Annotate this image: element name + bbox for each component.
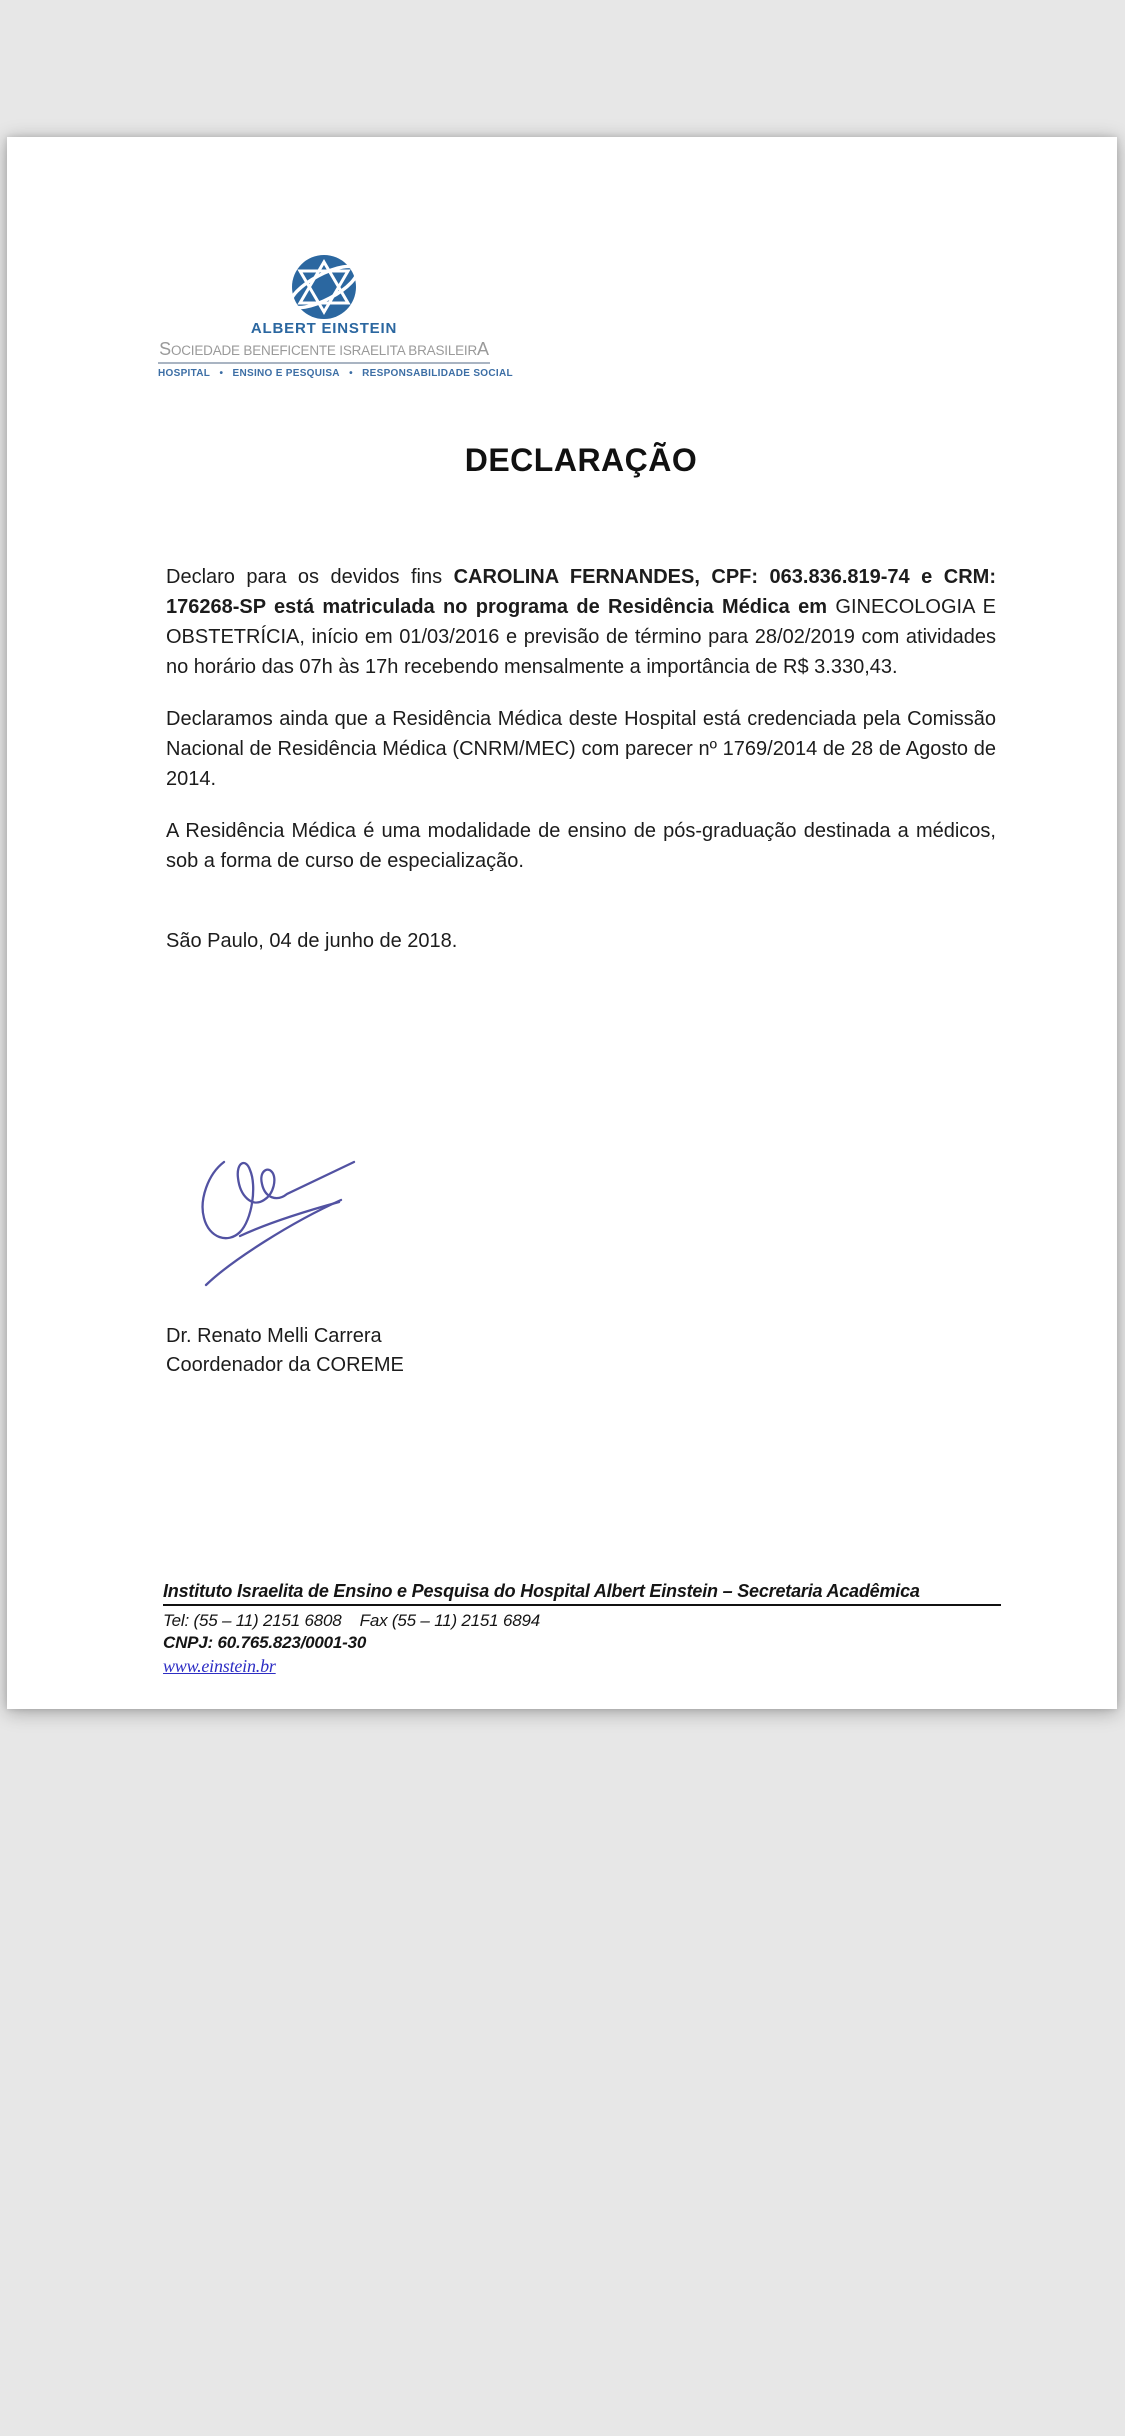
page-footer — [163, 1581, 1001, 1677]
logo-subtitle-body: OCIEDADE BENEFICENTE ISRAELITA BRASILEIR — [170, 343, 478, 358]
paragraph-enrollment — [166, 562, 996, 682]
logo-subtitle-final: A — [477, 339, 489, 359]
logo-name: ALBERT EINSTEIN — [250, 320, 398, 337]
footer-phone-line: Tel: (55 – 11) 2151 6808 Fax (55 – 11) 2151 6894 — [163, 1611, 540, 1630]
paragraph-definition: A Residência Médica é uma modalidade de ensino de pós-graduação destinada a médicos, sob a forma de curso de especialização. — [166, 820, 996, 872]
signer-block — [166, 1322, 404, 1380]
footer-website-link[interactable]: www.einstein.br — [163, 1656, 276, 1676]
footer-institute-line: Instituto Israelita de Ensino e Pesquisa do Hospital Albert Einstein – Secretaria Acadêmica — [163, 1581, 1001, 1606]
document-body — [166, 562, 996, 978]
logo-subtitle — [158, 340, 490, 360]
document-page — [7, 137, 1117, 1709]
signature-ink — [200, 1150, 362, 1292]
hospital-logo — [158, 254, 513, 379]
paragraph-enrollment-name-bold: CAROLINA FERNANDES, CPF: 063.836.819-74 e CRM: 176268-SP está matriculada no programa de Residência Médica em — [166, 566, 996, 618]
logo-subtitle-initial: S — [159, 339, 171, 359]
signer-name: Dr. Renato Melli Carrera — [166, 1325, 382, 1347]
document-title: DECLARAÇÃO — [464, 442, 698, 478]
paragraph-enrollment-lead: Declaro para os devidos fins — [166, 566, 454, 588]
star-of-david-orbit-icon — [288, 254, 360, 320]
logo-divider — [158, 362, 490, 364]
date-line: São Paulo, 04 de junho de 2018. — [166, 930, 458, 952]
logo-tagline: HOSPITAL • ENSINO E PESQUISA • RESPONSABILIDADE SOCIAL — [158, 368, 513, 379]
footer-cnpj-line: CNPJ: 60.765.823/0001-30 — [163, 1633, 367, 1652]
signer-role: Coordenador da COREME — [166, 1354, 404, 1376]
paragraph-enrollment-details: GINECOLOGIA E OBSTETRÍCIA, início em 01/03/2016 e previsão de término para 28/02/2019 com atividades no horário das 07h às 17h recebendo mensalmente a importância de R$ 3.330,43. — [166, 596, 996, 678]
paragraph-accreditation: Declaramos ainda que a Residência Médica deste Hospital está credenciada pela Comissão Nacional de Residência Médica (CNRM/MEC) com parecer nº 1769/2014 de 28 de Agosto de 2014. — [166, 708, 996, 790]
